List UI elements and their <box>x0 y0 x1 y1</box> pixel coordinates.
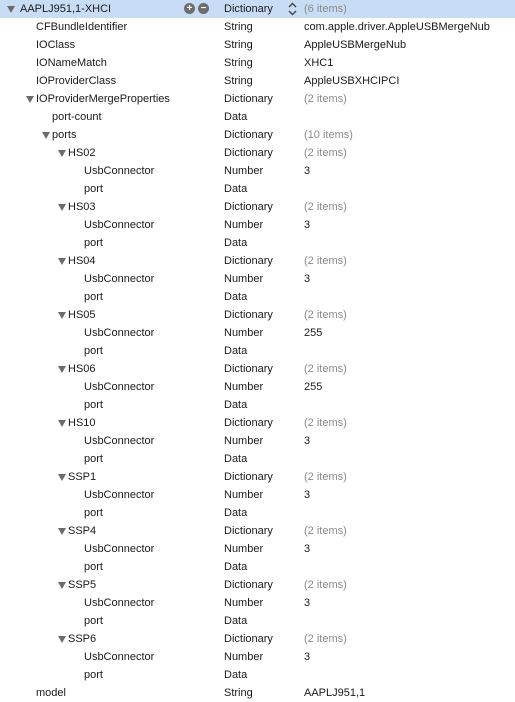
plist-value[interactable]: 3 <box>304 273 311 285</box>
plist-row[interactable] <box>0 270 515 288</box>
plist-value[interactable]: (10 items) <box>304 129 353 141</box>
plist-type[interactable]: Data <box>224 183 248 195</box>
disclosure-triangle-icon[interactable] <box>25 90 35 108</box>
plist-row[interactable] <box>0 324 515 342</box>
plist-row[interactable] <box>0 414 515 432</box>
plist-key[interactable]: SSP6 <box>68 633 97 645</box>
plist-row[interactable] <box>0 540 515 558</box>
plist-type[interactable]: String <box>224 75 253 87</box>
plist-row[interactable] <box>0 216 515 234</box>
plist-value[interactable]: (2 items) <box>304 579 347 591</box>
plist-type[interactable]: Dictionary <box>224 417 273 429</box>
plist-type[interactable]: Number <box>224 219 264 231</box>
plist-type[interactable]: Dictionary <box>224 525 273 537</box>
plist-type[interactable]: Number <box>224 597 264 609</box>
plist-key[interactable]: IOProviderMergeProperties <box>36 93 170 105</box>
plist-key[interactable]: SSP1 <box>68 471 97 483</box>
plist-row[interactable] <box>0 180 515 198</box>
plist-key[interactable]: UsbConnector <box>84 435 155 447</box>
plist-key[interactable]: port <box>84 615 103 627</box>
plist-type[interactable]: String <box>224 39 253 51</box>
plist-type[interactable]: Dictionary <box>224 633 273 645</box>
plist-type[interactable]: Data <box>224 669 248 681</box>
plist-type[interactable]: String <box>224 57 253 69</box>
plist-key[interactable]: UsbConnector <box>84 543 155 555</box>
plist-type[interactable]: Data <box>224 453 248 465</box>
plist-key[interactable]: port <box>84 237 103 249</box>
plist-type[interactable]: Number <box>224 543 264 555</box>
plist-row[interactable] <box>0 450 515 468</box>
plist-type[interactable]: Dictionary <box>224 147 273 159</box>
plist-row[interactable] <box>0 252 515 270</box>
plist-key[interactable]: port-count <box>52 111 102 123</box>
plist-key[interactable]: port <box>84 399 103 411</box>
plist-value[interactable]: (2 items) <box>304 471 347 483</box>
minus-circle-icon[interactable]: − <box>198 3 209 14</box>
plist-key[interactable]: port <box>84 183 103 195</box>
plist-row[interactable] <box>0 90 515 108</box>
disclosure-triangle-icon[interactable] <box>57 468 67 486</box>
plist-type[interactable]: Number <box>224 165 264 177</box>
plist-key[interactable]: UsbConnector <box>84 219 155 231</box>
plist-row[interactable] <box>0 108 515 126</box>
disclosure-triangle-icon[interactable] <box>6 0 16 18</box>
plist-key[interactable]: UsbConnector <box>84 327 155 339</box>
plist-type[interactable]: Number <box>224 381 264 393</box>
plist-type[interactable]: Data <box>224 345 248 357</box>
plist-key[interactable]: UsbConnector <box>84 651 155 663</box>
plist-type[interactable]: Dictionary <box>224 129 273 141</box>
plist-value[interactable]: AppleUSBXHCIPCI <box>304 75 400 87</box>
plist-row[interactable] <box>0 0 515 18</box>
plist-value[interactable]: (2 items) <box>304 255 347 267</box>
plist-key[interactable]: port <box>84 561 103 573</box>
plist-type[interactable]: Dictionary <box>224 255 273 267</box>
plist-type[interactable]: Dictionary <box>224 363 273 375</box>
plist-row[interactable] <box>0 378 515 396</box>
plist-value[interactable]: (2 items) <box>304 363 347 375</box>
plist-row[interactable] <box>0 648 515 666</box>
plist-type[interactable]: Data <box>224 111 248 123</box>
plist-key[interactable]: port <box>84 507 103 519</box>
plist-value[interactable]: (6 items) <box>304 3 347 15</box>
disclosure-triangle-icon[interactable] <box>57 306 67 324</box>
plist-type[interactable]: String <box>224 687 253 699</box>
plist-value[interactable]: XHC1 <box>304 57 334 69</box>
plist-row[interactable] <box>0 576 515 594</box>
plist-row[interactable] <box>0 36 515 54</box>
plist-key[interactable]: UsbConnector <box>84 597 155 609</box>
disclosure-triangle-icon[interactable] <box>57 576 67 594</box>
plist-type[interactable]: Number <box>224 327 264 339</box>
plist-value[interactable]: 3 <box>304 435 311 447</box>
plist-key[interactable]: HS05 <box>68 309 96 321</box>
plist-row[interactable] <box>0 396 515 414</box>
disclosure-triangle-icon[interactable] <box>57 360 67 378</box>
plist-value[interactable]: 3 <box>304 219 311 231</box>
plist-row[interactable] <box>0 288 515 306</box>
plist-row[interactable] <box>0 630 515 648</box>
disclosure-triangle-icon[interactable] <box>57 198 67 216</box>
plist-row[interactable] <box>0 684 515 702</box>
plist-key[interactable]: port <box>84 669 103 681</box>
disclosure-triangle-icon[interactable] <box>57 522 67 540</box>
plist-type[interactable]: Data <box>224 561 248 573</box>
plist-key[interactable]: HS10 <box>68 417 96 429</box>
plist-key[interactable]: HS03 <box>68 201 96 213</box>
plist-key[interactable]: HS04 <box>68 255 96 267</box>
plist-value[interactable]: AppleUSBMergeNub <box>304 39 407 51</box>
plist-key[interactable]: SSP4 <box>68 525 97 537</box>
plist-type[interactable]: Dictionary <box>224 579 273 591</box>
plist-row[interactable] <box>0 126 515 144</box>
plist-value[interactable]: com.apple.driver.AppleUSBMergeNub <box>304 21 490 33</box>
plist-key[interactable]: IOClass <box>36 39 76 51</box>
plus-circle-icon[interactable]: + <box>184 3 195 14</box>
plist-type[interactable]: String <box>224 21 253 33</box>
plist-row[interactable] <box>0 360 515 378</box>
plist-row[interactable] <box>0 522 515 540</box>
plist-value[interactable]: (2 items) <box>304 525 347 537</box>
plist-value[interactable]: 3 <box>304 489 311 501</box>
plist-value[interactable]: 3 <box>304 651 311 663</box>
plist-row[interactable] <box>0 468 515 486</box>
plist-key[interactable]: HS02 <box>68 147 96 159</box>
plist-key[interactable]: HS06 <box>68 363 96 375</box>
plist-type[interactable]: Dictionary <box>224 3 273 15</box>
plist-row[interactable] <box>0 54 515 72</box>
plist-type[interactable]: Data <box>224 291 248 303</box>
plist-key[interactable]: port <box>84 345 103 357</box>
plist-type[interactable]: Data <box>224 507 248 519</box>
plist-type[interactable]: Number <box>224 651 264 663</box>
plist-type[interactable]: Dictionary <box>224 309 273 321</box>
row-controls <box>184 3 209 15</box>
plist-value[interactable]: (2 items) <box>304 417 347 429</box>
plist-key[interactable]: UsbConnector <box>84 381 155 393</box>
plist-key[interactable]: UsbConnector <box>84 165 155 177</box>
plist-row[interactable] <box>0 306 515 324</box>
plist-type[interactable]: Dictionary <box>224 93 273 105</box>
disclosure-triangle-icon[interactable] <box>57 144 67 162</box>
plist-value[interactable]: (2 items) <box>304 93 347 105</box>
plist-row[interactable] <box>0 432 515 450</box>
plist-value[interactable]: 3 <box>304 597 311 609</box>
plist-row[interactable] <box>0 144 515 162</box>
plist-type[interactable]: Number <box>224 489 264 501</box>
plist-key[interactable]: UsbConnector <box>84 489 155 501</box>
plist-row[interactable] <box>0 486 515 504</box>
plist-key[interactable]: UsbConnector <box>84 273 155 285</box>
plist-row[interactable] <box>0 198 515 216</box>
plist-row[interactable] <box>0 612 515 630</box>
plist-key[interactable]: ports <box>52 129 77 141</box>
up-down-chevron-icon[interactable] <box>288 2 297 16</box>
plist-type[interactable]: Data <box>224 399 248 411</box>
plist-row[interactable] <box>0 342 515 360</box>
plist-key[interactable]: port <box>84 453 103 465</box>
plist-type[interactable]: Number <box>224 273 264 285</box>
disclosure-triangle-icon[interactable] <box>41 126 51 144</box>
plist-row[interactable] <box>0 558 515 576</box>
plist-value[interactable]: (2 items) <box>304 147 347 159</box>
plist-key[interactable]: IONameMatch <box>36 57 107 69</box>
plist-type[interactable]: Number <box>224 435 264 447</box>
plist-key[interactable]: IOProviderClass <box>36 75 117 87</box>
plist-row[interactable] <box>0 18 515 36</box>
plist-row[interactable] <box>0 72 515 90</box>
disclosure-triangle-icon[interactable] <box>57 414 67 432</box>
plist-type[interactable]: Dictionary <box>224 201 273 213</box>
plist-row[interactable] <box>0 162 515 180</box>
plist-key[interactable]: port <box>84 291 103 303</box>
plist-value[interactable]: 3 <box>304 165 311 177</box>
plist-type[interactable]: Data <box>224 615 248 627</box>
plist-value[interactable]: AAPLJ951,1 <box>304 687 366 699</box>
plist-key[interactable]: SSP5 <box>68 579 97 591</box>
plist-row[interactable] <box>0 666 515 684</box>
plist-key[interactable]: AAPLJ951,1-XHCI <box>20 3 112 15</box>
plist-row[interactable] <box>0 504 515 522</box>
plist-type[interactable]: Data <box>224 237 248 249</box>
plist-value[interactable]: 255 <box>304 381 323 393</box>
plist-value[interactable]: (2 items) <box>304 309 347 321</box>
plist-key[interactable]: model <box>36 687 66 699</box>
disclosure-triangle-icon[interactable] <box>57 252 67 270</box>
plist-value[interactable]: (2 items) <box>304 201 347 213</box>
plist-row[interactable] <box>0 594 515 612</box>
disclosure-triangle-icon[interactable] <box>57 630 67 648</box>
plist-key[interactable]: CFBundleIdentifier <box>36 21 128 33</box>
plist-type[interactable]: Dictionary <box>224 471 273 483</box>
plist-row[interactable] <box>0 234 515 252</box>
plist-value[interactable]: 3 <box>304 543 311 555</box>
plist-value[interactable]: 255 <box>304 327 323 339</box>
plist-value[interactable]: (2 items) <box>304 633 347 645</box>
